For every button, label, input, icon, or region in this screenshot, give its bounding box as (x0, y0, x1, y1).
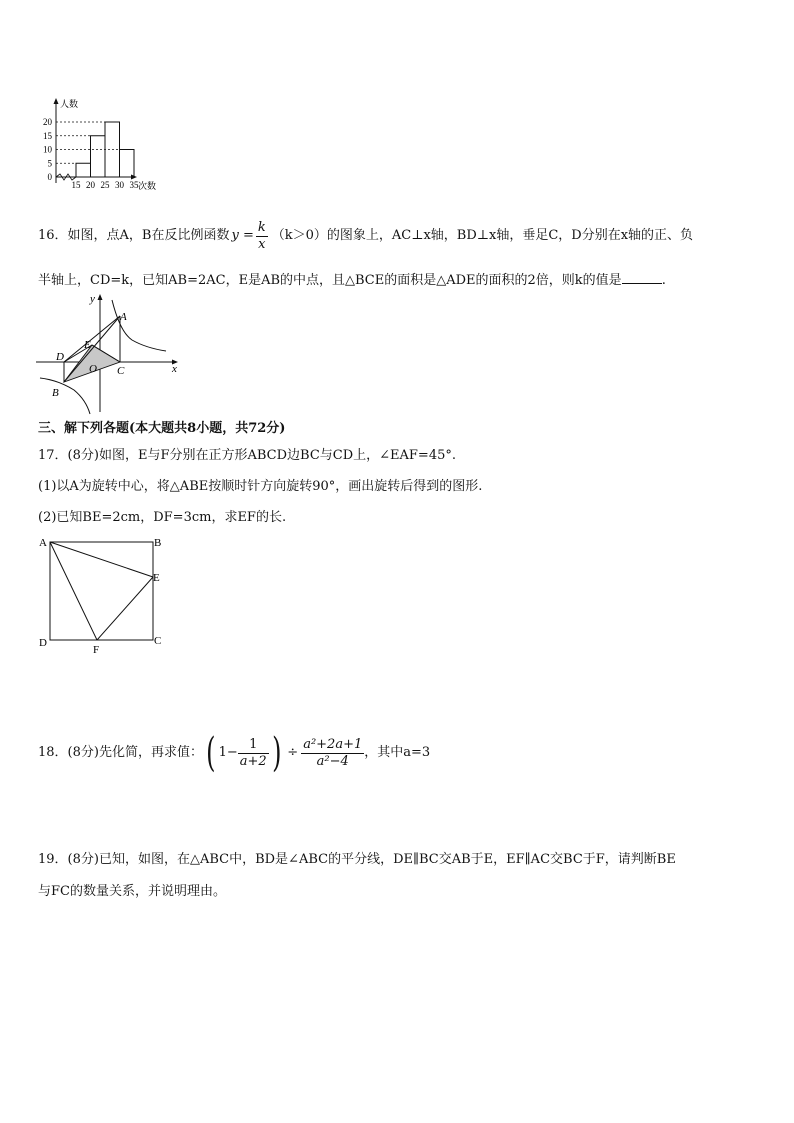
q16-formula-y: y = (231, 228, 254, 243)
q16-label-B: B (52, 387, 59, 399)
q16-fraction-num: k (257, 219, 266, 235)
q16-line1 (38, 216, 693, 256)
q19-line2: 与FC的数量关系，并说明理由。 (38, 884, 226, 899)
q16-label-A: A (120, 311, 127, 323)
q16-hyperbola-negative (40, 378, 90, 414)
hist-bar (91, 136, 106, 177)
q16-text-a: 16．如图，点A，B在反比例函数 (38, 228, 230, 243)
hist-x-tick-label: 25 (100, 180, 110, 190)
q16-label-C: C (117, 365, 125, 377)
q18-suffix: ，其中a=3 (364, 745, 431, 760)
q18-line (38, 730, 430, 776)
q16-label-D: D (56, 351, 64, 363)
hist-x-tick-label: 30 (115, 180, 124, 190)
q17-label-B: B (154, 537, 162, 549)
q16-text-c: 半轴上，CD=k，已知AB=2AC，E是AB的中点，且△BCE的面积是△ADE的面积的2倍，则k的值是 (38, 273, 622, 288)
hist-y-axis-label: 人数 (60, 99, 79, 109)
q16-label-y: y (90, 293, 95, 305)
q18-frac1-den: a+2 (239, 753, 267, 769)
histogram-figure (30, 95, 180, 195)
q19-line1: 19．(8分)已知，如图，在△ABC中，BD是∠ABC的平分线，DE∥BC交AB于E，EF∥AC交BC于F，请判断BE (38, 852, 676, 867)
q16-text-b: （k＞0）的图象上，AC⊥x轴，BD⊥x轴，垂足C，D分别在x轴的正、负 (271, 228, 694, 243)
hist-y-tick-label: 10 (43, 144, 52, 155)
q16-label-E: E (84, 339, 91, 351)
q17-label-C: C (154, 635, 162, 647)
q16-fraction-den: x (258, 236, 266, 252)
q16-fraction (256, 220, 268, 253)
q18-frac1-num: 1 (238, 737, 269, 754)
q16-figure (34, 290, 184, 416)
q17-label-F: F (93, 644, 100, 654)
q17-label-E: E (153, 572, 160, 584)
q18-frac2-num: a²+2a+1 (303, 736, 363, 752)
q18-div: ÷ (287, 745, 299, 760)
q17-line2: (1)以A为旋转中心，将△ABE按顺时针方向旋转90°，画出旋转后得到的图形. (38, 479, 483, 494)
q17-line3: (2)已知BE=2cm，DF=3cm，求EF的长. (38, 510, 287, 525)
section3-title: 三、解下列各题(本大题共8小题，共72分) (38, 421, 286, 436)
q17-label-A: A (39, 537, 47, 549)
q17-figure (36, 534, 166, 654)
hist-y-tick-label: 0 (47, 172, 52, 182)
hist-x-tick-label: 35 (129, 180, 139, 190)
q18-fraction1 (238, 737, 269, 770)
hist-x-tick-label: 15 (71, 180, 81, 190)
hist-y-tick-label: 15 (43, 130, 52, 141)
q16-answer-blank (622, 271, 662, 284)
hist-y-tick-label: 5 (47, 158, 52, 169)
hist-x-axis-label: 次数 (138, 181, 157, 191)
hist-x-tick-label: 20 (86, 180, 95, 190)
q17-line1: 17．(8分)如图，E与F分别在正方形ABCD边BC与CD上，∠EAF=45°. (38, 448, 456, 463)
q16-line2 (38, 271, 666, 289)
hist-bar (120, 150, 135, 178)
q18-left-paren: ( (206, 730, 216, 776)
hist-bar (76, 163, 91, 177)
q16-label-x: x (172, 363, 177, 375)
q18-fraction2 (301, 737, 364, 770)
q18-frac2-den: a²−4 (316, 753, 349, 769)
q18-one-minus: 1− (218, 745, 238, 760)
q18-right-paren: ) (271, 730, 282, 776)
q17-square (50, 542, 153, 640)
q16-label-O: O (89, 363, 97, 375)
q16-text-end: . (661, 273, 666, 288)
q18-prefix: 18．(8分)先化简，再求值： (38, 745, 203, 760)
hist-y-tick-label: 20 (43, 117, 52, 127)
q17-label-D: D (39, 637, 47, 649)
